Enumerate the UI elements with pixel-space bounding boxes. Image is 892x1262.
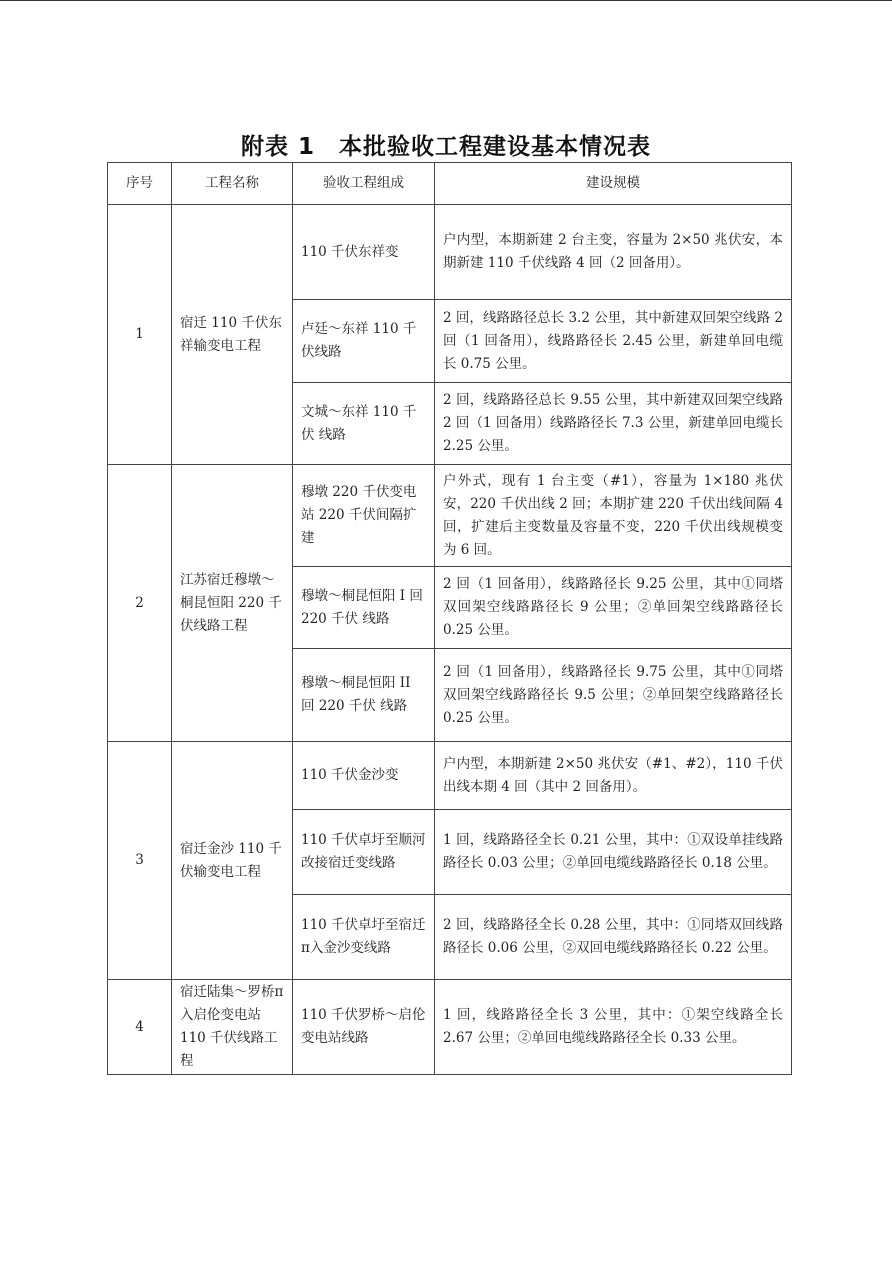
project-no: 3 bbox=[108, 742, 172, 980]
component-cell: 110 千伏东祥变 bbox=[293, 205, 435, 300]
component-cell: 穆墩～桐昆恒阳 II 回 220 千伏 线路 bbox=[293, 649, 435, 742]
table-row bbox=[108, 980, 792, 1075]
scale-cell: 2 回（1 回备用），线路路径长 9.25 公里，其中①同塔双回架空线路路径长 9 公里；②单回架空线路路径长 0.25 公里。 bbox=[435, 567, 792, 649]
scale-cell: 2 回，线路路径全长 0.28 公里，其中：①同塔双回线路路径长 0.06 公里，②双回电缆线路路径长 0.22 公里。 bbox=[435, 895, 792, 980]
component-cell: 110 千伏金沙变 bbox=[293, 742, 435, 810]
component-cell: 110 千伏罗桥～启伦变电站线路 bbox=[293, 980, 435, 1075]
project-table bbox=[107, 162, 792, 1075]
scale-cell: 2 回，线路路径总长 3.2 公里，其中新建双回架空线路 2 回（1 回备用），线路路径长 2.45 公里，新建单回电缆长 0.75 公里。 bbox=[435, 300, 792, 383]
table-row bbox=[108, 742, 792, 810]
scale-cell: 1 回，线路路径全长 0.21 公里，其中：①双设单挂线路路径长 0.03 公里；②单回电缆线路路径长 0.18 公里。 bbox=[435, 810, 792, 895]
header-component: 验收工程组成 bbox=[293, 163, 435, 205]
project-no: 1 bbox=[108, 205, 172, 465]
component-cell: 110 千伏卓圩至顺河改接宿迁变线路 bbox=[293, 810, 435, 895]
component-cell: 文城～东祥 110 千伏 线路 bbox=[293, 383, 435, 465]
header-scale: 建设规模 bbox=[435, 163, 792, 205]
project-no: 4 bbox=[108, 980, 172, 1075]
page-title: 附表 1 本批验收工程建设基本情况表 bbox=[240, 134, 651, 160]
scale-cell: 2 回（1 回备用），线路路径长 9.75 公里，其中①同塔双回架空线路路径长 9.5 公里；②单回架空线路路径长 0.25 公里。 bbox=[435, 649, 792, 742]
header-project-name: 工程名称 bbox=[172, 163, 293, 205]
table-row bbox=[108, 205, 792, 300]
project-name: 宿迁金沙 110 千伏输变电工程 bbox=[172, 742, 293, 980]
scale-cell: 户外式，现有 1 台主变（#1），容量为 1×180 兆伏安，220 千伏出线 2 回；本期扩建 220 千伏出线间隔 4 回，扩建后主变数量及容量不变，220 千伏出线规模变为 6 回。 bbox=[435, 465, 792, 567]
header-no: 序号 bbox=[108, 163, 172, 205]
component-cell: 卢廷～东祥 110 千伏线路 bbox=[293, 300, 435, 383]
component-cell: 穆墩 220 千伏变电站 220 千伏间隔扩建 bbox=[293, 465, 435, 567]
table-row bbox=[108, 465, 792, 567]
scale-cell: 户内型，本期新建 2 台主变，容量为 2×50 兆伏安，本期新建 110 千伏线路 4 回（2 回备用）。 bbox=[435, 205, 792, 300]
page-top-border bbox=[0, 0, 892, 1]
project-name: 江苏宿迁穆墩～桐昆恒阳 220 千伏线路工程 bbox=[172, 465, 293, 742]
scale-cell: 1 回，线路路径全长 3 公里，其中：①架空线路全长 2.67 公里；②单回电缆线路路径全长 0.33 公里。 bbox=[435, 980, 792, 1075]
project-name: 宿迁陆集～罗桥π入启伦变电站 110 千伏线路工程 bbox=[172, 980, 293, 1075]
component-cell: 110 千伏卓圩至宿迁π入金沙变线路 bbox=[293, 895, 435, 980]
project-no: 2 bbox=[108, 465, 172, 742]
scale-cell: 户内型，本期新建 2×50 兆伏安（#1、#2），110 千伏出线本期 4 回（其中 2 回备用）。 bbox=[435, 742, 792, 810]
component-cell: 穆墩～桐昆恒阳 I 回 220 千伏 线路 bbox=[293, 567, 435, 649]
scale-cell: 2 回，线路路径总长 9.55 公里，其中新建双回架空线路 2 回（1 回备用）线路路径长 7.3 公里，新建单回电缆长 2.25 公里。 bbox=[435, 383, 792, 465]
table-header-row bbox=[108, 163, 792, 205]
project-name: 宿迁 110 千伏东祥输变电工程 bbox=[172, 205, 293, 465]
